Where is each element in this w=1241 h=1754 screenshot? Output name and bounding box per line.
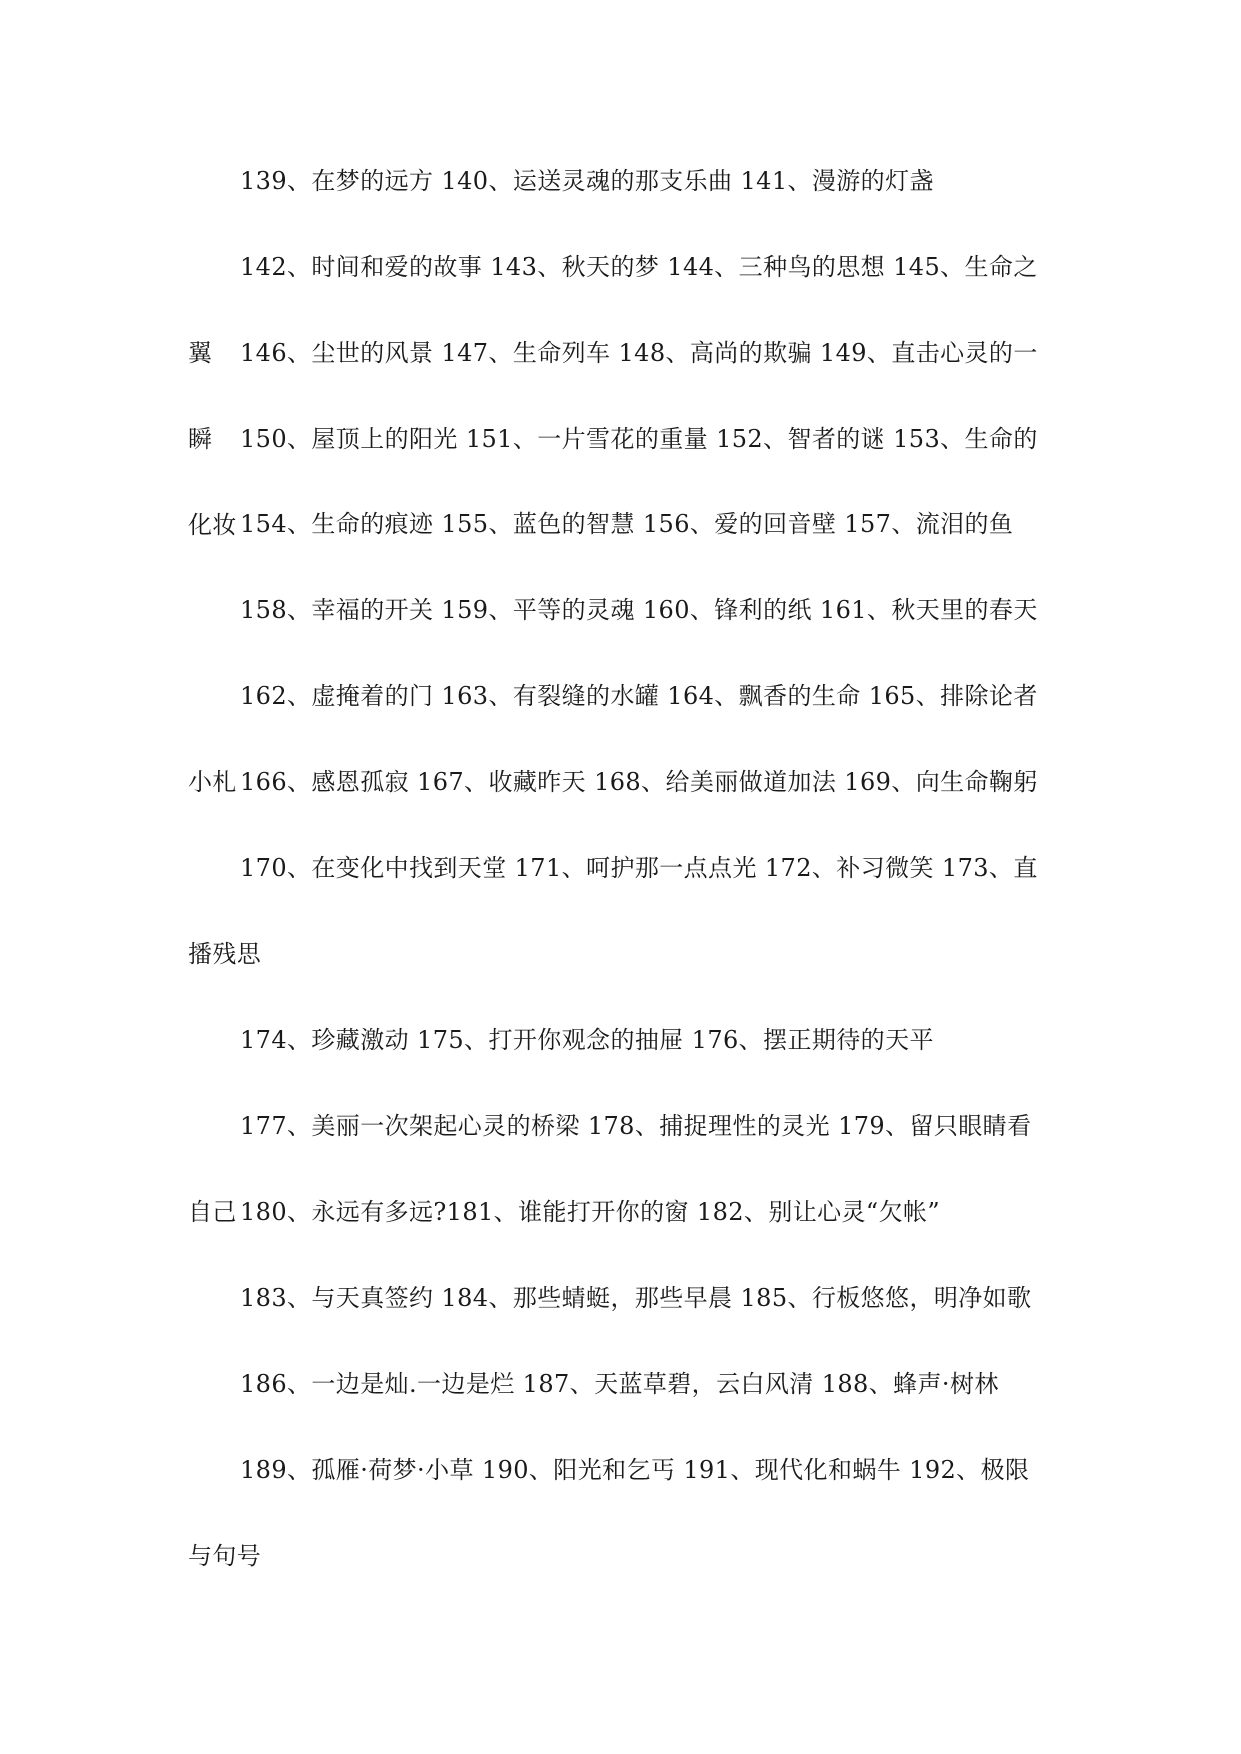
list-paragraph: 170、在变化中找到天堂 171、呵护那一点点光 172、补习微笑 173、直播残思 bbox=[188, 854, 1038, 968]
list-paragraph: 142、时间和爱的故事 143、秋天的梦 144、三种鸟的思想 145、生命之翼 bbox=[188, 253, 1038, 367]
list-paragraph: 183、与天真签约 184、那些蜻蜓，那些早晨 185、行板悠悠，明净如歌 bbox=[240, 1284, 1032, 1312]
list-paragraph: 162、虚掩着的门 163、有裂缝的水罐 164、飘香的生命 165、排除论者小札 bbox=[188, 682, 1038, 796]
list-paragraph: 139、在梦的远方 140、运送灵魂的那支乐曲 141、漫游的灯盏 bbox=[240, 167, 934, 195]
list-paragraph: 189、孤雁·荷梦·小草 190、阳光和乞丐 191、现代化和蜗牛 192、极限与句号 bbox=[188, 1456, 1030, 1570]
list-paragraph: 177、美丽一次架起心灵的桥梁 178、捕捉理性的灵光 179、留只眼睛看自己 bbox=[188, 1112, 1032, 1226]
list-paragraph: 150、屋顶上的阳光 151、一片雪花的重量 152、智者的谜 153、生命的化妆 bbox=[188, 425, 1038, 539]
list-paragraph: 146、尘世的风景 147、生命列车 148、高尚的欺骗 149、直击心灵的一瞬 bbox=[188, 339, 1038, 453]
list-paragraph: 186、一边是灿.一边是烂 187、天蓝草碧，云白风清 188、蜂声·树林 bbox=[240, 1370, 999, 1398]
list-paragraph: 174、珍藏激动 175、打开你观念的抽屉 176、摆正期待的天平 bbox=[240, 1026, 934, 1054]
list-paragraph: 158、幸福的开关 159、平等的灵魂 160、锋利的纸 161、秋天里的春天 bbox=[240, 596, 1038, 624]
list-paragraph: 180、永远有多远?181、谁能打开你的窗 182、别让心灵“欠帐” bbox=[240, 1198, 941, 1226]
list-paragraph: 166、感恩孤寂 167、收藏昨天 168、给美丽做道加法 169、向生命鞠躬 bbox=[240, 768, 1038, 796]
list-paragraph: 154、生命的痕迹 155、蓝色的智慧 156、爱的回音壁 157、流泪的鱼 bbox=[240, 510, 1014, 538]
